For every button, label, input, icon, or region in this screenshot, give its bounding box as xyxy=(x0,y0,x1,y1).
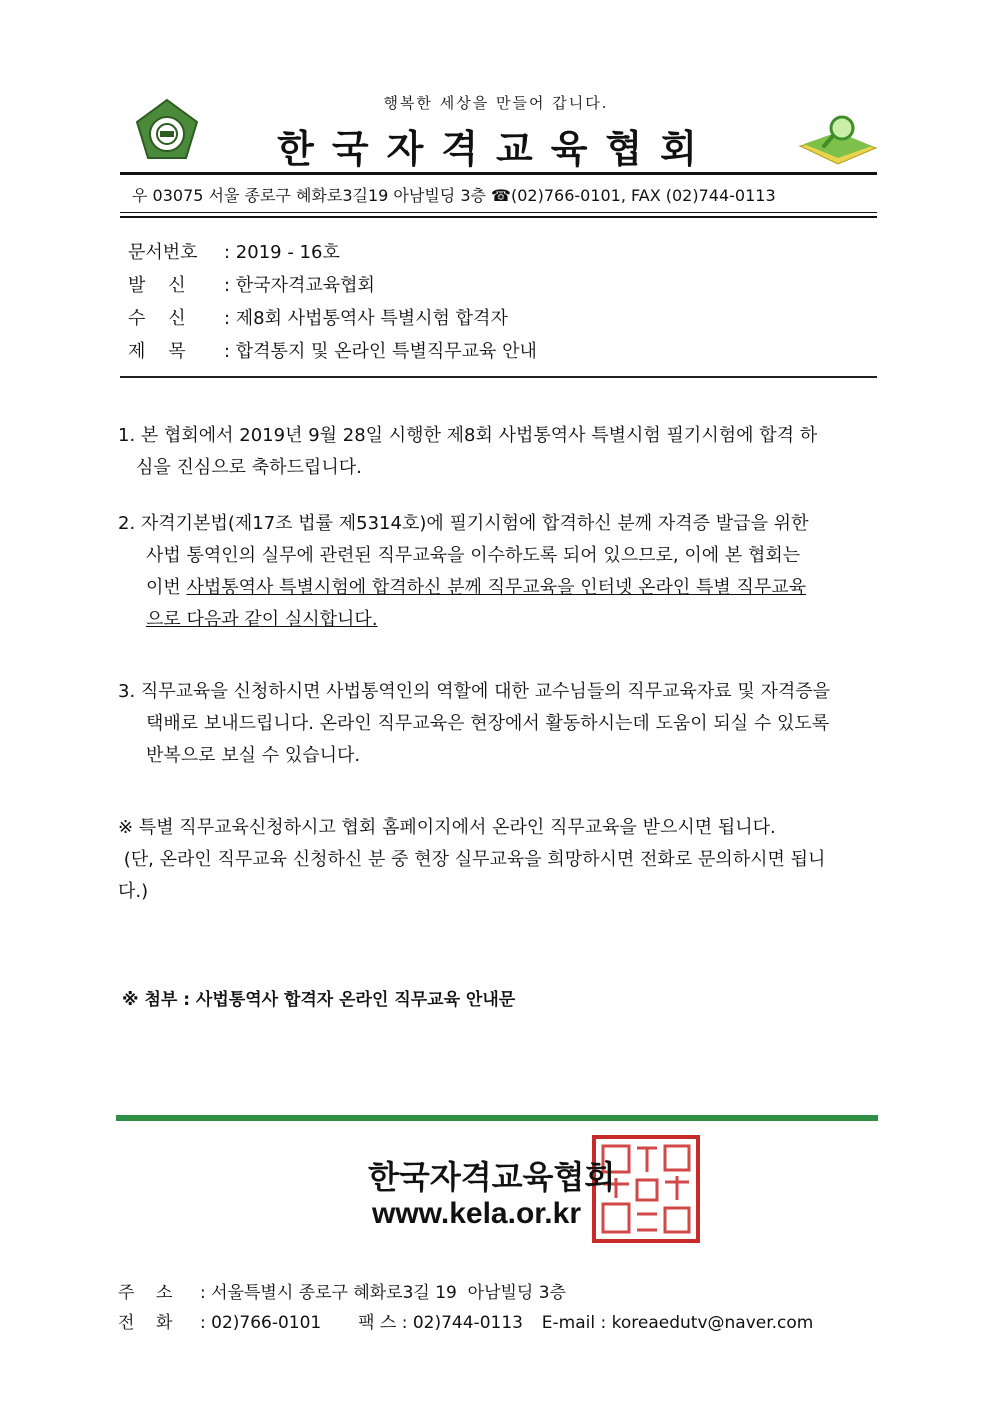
footer-email-label: E-mail xyxy=(541,1313,596,1333)
meta-value: : 제8회 사법통역사 특별시험 합격자 xyxy=(224,308,508,329)
paragraph-line: 1. 본 협회에서 2019년 9월 28일 시행한 제8회 사법통역사 특별시험 필기시험에 합격 하 xyxy=(118,425,818,446)
note-line: 다.) xyxy=(118,881,149,902)
footer-phone-value: : 02)766-0101 xyxy=(200,1313,322,1333)
paragraph-line xyxy=(118,572,878,604)
meta-label: 문서번호 xyxy=(128,242,198,263)
footer-contact xyxy=(118,1308,813,1333)
meta-rule xyxy=(120,376,877,378)
footer-fax-label: 팩 스 xyxy=(358,1313,397,1333)
underlined-text: 사법통역사 특별시험에 합격하신 분께 직무교육을 인터넷 온라인 특별 직무교육 xyxy=(186,577,807,598)
header-double-rule-top xyxy=(120,212,877,213)
org-title: 한국자격교육협회 xyxy=(277,126,715,171)
note-line: (단, 온라인 직무교육 신청하신 분 중 현장 실무교육을 희망하시면 전화로 문의하시면 됩니 xyxy=(118,849,826,870)
text-plain: 이번 xyxy=(146,577,187,598)
note-line: ※ 특별 직무교육신청하시고 협회 홈페이지에서 온라인 직무교육을 받으시면 됩니다. xyxy=(118,817,776,838)
book-magnifier-icon xyxy=(798,108,878,168)
footer-address-label: 주 소 xyxy=(118,1283,173,1303)
paragraph-line xyxy=(118,604,878,636)
paragraph-line: 2. 자격기본법(제17조 법률 제5314호)에 필기시험에 합격하신 분께 자격증 발급을 위한 xyxy=(118,513,809,534)
header-rule xyxy=(120,172,877,175)
slogan: 행복한 세상을 만들어 갑니다. xyxy=(383,94,609,112)
note-block xyxy=(118,812,878,908)
paragraph-line: 심을 진심으로 축하드립니다. xyxy=(136,457,362,478)
footer-fax-value: : 02)744-0113 xyxy=(401,1313,523,1333)
footer-org-name: 한국자격교육협회 xyxy=(368,1159,616,1195)
paragraph-2 xyxy=(118,508,878,636)
footer-email-value[interactable]: : koreaedutv@naver.com xyxy=(600,1313,814,1333)
paragraph-line: 사법 통역인의 실무에 관련된 직무교육을 이수하도록 되어 있으므로, 이에 본 협회는 xyxy=(146,545,801,566)
header-address: 우 03075 서울 종로구 혜화로3길19 아남빌딩 3층 ☎(02)766-0101, FAX (02)744-0113 xyxy=(132,186,776,205)
footer-phone-label: 전 화 xyxy=(118,1313,173,1333)
meta-value: : 한국자격교육협회 xyxy=(224,275,375,296)
meta-value: : 합격통지 및 온라인 특별직무교육 안내 xyxy=(224,341,537,362)
paragraph-line: 택배로 보내드립니다. 온라인 직무교육은 현장에서 활동하시는데 도움이 되실 수 있도록 xyxy=(146,713,830,734)
paragraph-1 xyxy=(118,420,878,484)
header-double-rule-bottom xyxy=(120,216,877,218)
meta-label: 발 신 xyxy=(128,275,186,296)
footer-address xyxy=(118,1278,566,1303)
meta-doc-number xyxy=(128,238,340,264)
paragraph-line: 반복으로 보실 수 있습니다. xyxy=(146,745,361,766)
footer-accent-bar xyxy=(116,1115,878,1121)
meta-recipient xyxy=(128,304,508,330)
meta-value: : 2019 - 16호 xyxy=(224,242,340,263)
footer-address-value: : 서울특별시 종로구 혜화로3길 19 아남빌딩 3층 xyxy=(200,1283,566,1303)
meta-subject xyxy=(128,337,537,363)
meta-label: 수 신 xyxy=(128,308,186,329)
attachment-note: ※ 첨부 : 사법통역사 합격자 온라인 직무교육 안내문 xyxy=(122,990,516,1010)
paragraph-3 xyxy=(118,676,878,772)
meta-label: 제 목 xyxy=(128,341,186,362)
meta-sender xyxy=(128,271,375,297)
paragraph-line: 3. 직무교육을 신청하시면 사법통역인의 역할에 대한 교수님들의 직무교육자료 및 자격증을 xyxy=(118,681,831,702)
underlined-text: 으로 다음과 같이 실시합니다. xyxy=(146,609,378,630)
footer-website-link[interactable]: www.kela.or.kr xyxy=(372,1197,581,1230)
